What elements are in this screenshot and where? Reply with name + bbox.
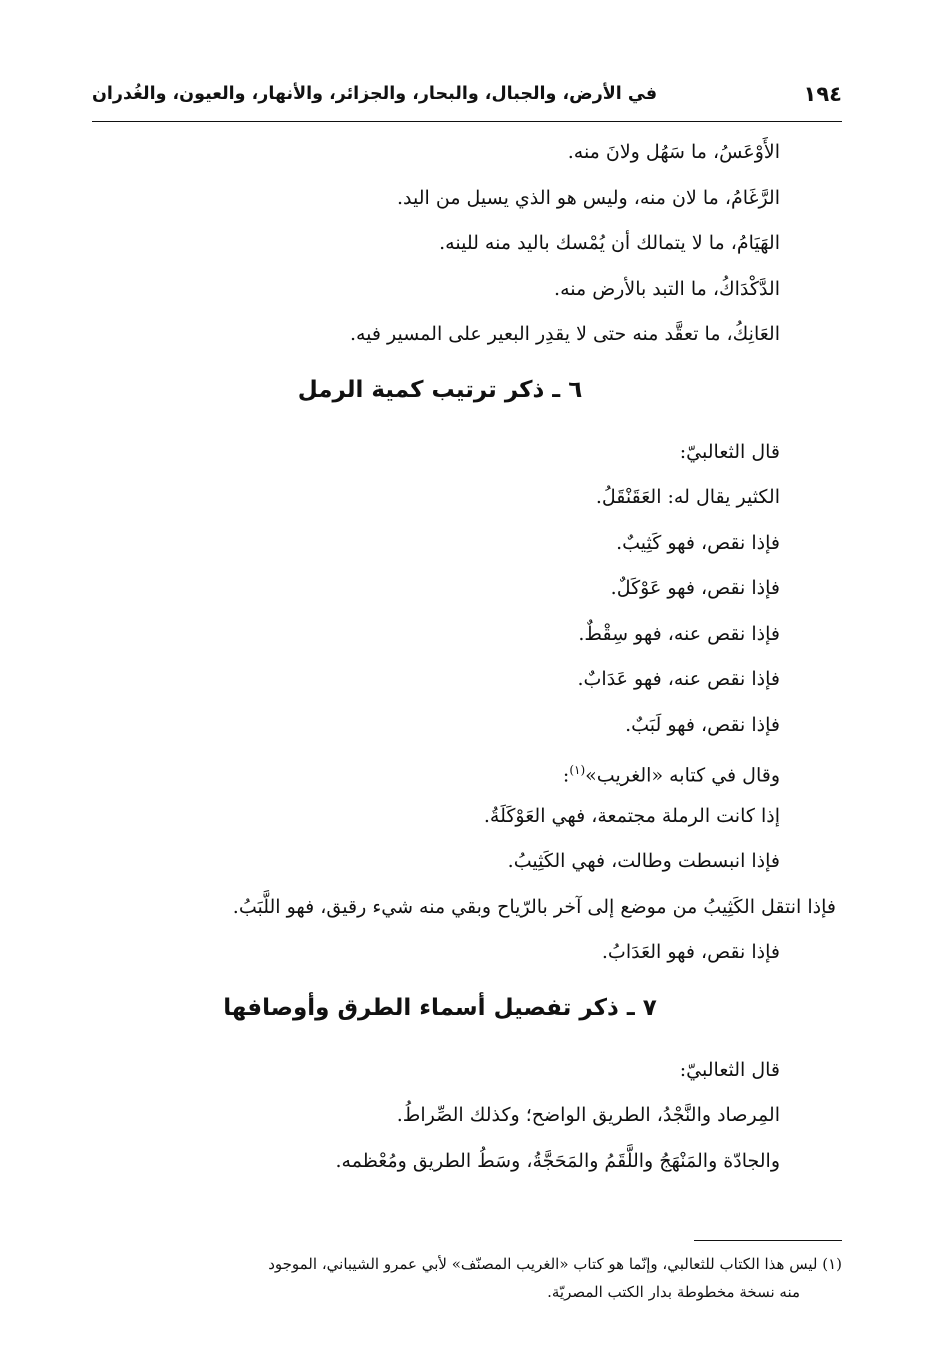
section-heading-6: ٦ ـ ذكر ترتيب كمية الرمل — [297, 376, 583, 403]
text-line-full-width: فإذا انتقل الكَثِيبُ من موضع إلى آخر بالرّياح وبقي منه شيء رقيق، فهو اللَّبَبُ. — [232, 895, 836, 918]
footnote-1-continued: منه نسخة مخطوطة بدار الكتب المصريّة. — [547, 1283, 800, 1301]
gharib-text: وقال في كتابه «الغريب» — [585, 764, 780, 787]
text-line: الرَّغَامُ، ما لان منه، وليس هو الذي يسيل من اليد. — [397, 186, 780, 209]
text-line: فإذا نقص عنه، فهو سِقْطٌ. — [578, 622, 780, 645]
text-line-gharib — [100, 748, 780, 794]
page-number: ١٩٤ — [803, 82, 842, 106]
gharib-colon: : — [562, 764, 570, 787]
running-title: في الأرض، والجبال، والبحار، والجزائر، والأنهار، والعيون، والغُدران — [92, 84, 658, 104]
text-line: إذا كانت الرملة مجتمعة، فهي العَوْكَلَةُ. — [483, 804, 780, 827]
text-line: فإذا نقص عنه، فهو عَدَابٌ. — [577, 668, 780, 690]
text-line: قال الثعالبيّ: — [679, 1058, 780, 1081]
text-line: المِرصاد والنَّجْدُ، الطريق الواضح؛ وكذلك الصِّراطُ. — [396, 1104, 780, 1126]
text-line: فإذا نقص، فهو عَوْكَلٌ. — [610, 577, 780, 599]
text-line: فإذا نقص، فهو العَدَابُ. — [601, 941, 780, 963]
text-line: العَانِكُ، ما تعقَّد منه حتى لا يقدِر البعير على المسير فيه. — [349, 323, 780, 345]
text-line: قال الثعالبيّ: — [679, 440, 780, 463]
text-line: فإذا انبسطت وطالت، فهي الكَثِيبُ. — [507, 850, 780, 872]
page-header — [92, 78, 842, 118]
text-line: الدَّكْدَاكُ، ما التبد بالأرض منه. — [554, 277, 780, 300]
footnote-ref: (١) — [569, 763, 586, 777]
text-line: الأَوْعَسُ، ما سَهُل ولانَ منه. — [567, 141, 780, 163]
section-heading-7: ٧ ـ ذكر تفصيل أسماء الطرق وأوصافها — [223, 994, 657, 1021]
text-line: الهَيَامُ، ما لا يتمالك أن يُمْسك باليد منه للينه. — [439, 232, 780, 254]
footnote-rule — [694, 1240, 842, 1241]
footnotes — [102, 1250, 842, 1306]
text-line: فإذا نقص، فهو كَثِيبٌ. — [616, 531, 780, 554]
main-text — [100, 130, 836, 1184]
text-line: الكثير يقال له: العَقَنْقَلُ. — [595, 486, 780, 508]
text-line: فإذا نقص، فهو لَبَبٌ. — [625, 713, 780, 736]
text-line: والجادّة والمَنْهَجُ واللَّقَمُ والمَحَجَّةُ، وسَطُ الطريق ومُعْظمه. — [335, 1149, 780, 1172]
header-rule — [92, 121, 842, 122]
footnote-1: (١) ليس هذا الكتاب للثعالبي، وإنّما هو كتاب «الغريب المصنّف» لأبي عمرو الشيباني، الموجود — [268, 1255, 842, 1273]
